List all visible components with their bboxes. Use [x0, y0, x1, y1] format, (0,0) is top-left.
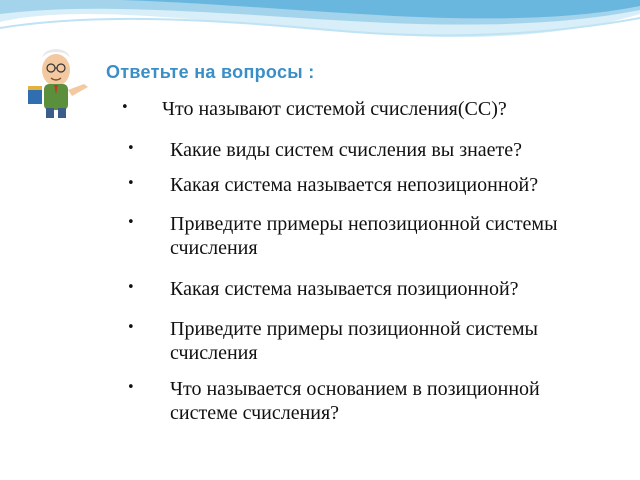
slide-title: Ответьте на вопросы : — [106, 62, 315, 82]
question-text: Что называется основанием в позиционной системе счисления? — [170, 378, 540, 424]
cartoon-professor-with-books-icon — [18, 40, 100, 122]
question-text: Что называют системой счисления(СС)? — [162, 98, 507, 120]
question-text: Какие виды систем счисления вы знаете? — [170, 139, 523, 161]
bullet-icon: • — [127, 320, 135, 335]
bullet-icon: • — [127, 380, 135, 395]
question-text: Приведите примеры непозиционной системы счисления — [170, 213, 558, 259]
bullet-icon: • — [127, 280, 135, 295]
bullet-icon: • — [121, 100, 129, 115]
question-text: Какая система называется позиционной? — [170, 278, 519, 300]
question-text: Приведите примеры позиционной системы счисления — [170, 318, 538, 364]
question-text: Какая система называется непозиционной? — [170, 174, 539, 196]
bullet-icon: • — [127, 141, 135, 156]
bullet-icon: • — [127, 176, 135, 191]
bullet-icon: • — [127, 215, 135, 230]
